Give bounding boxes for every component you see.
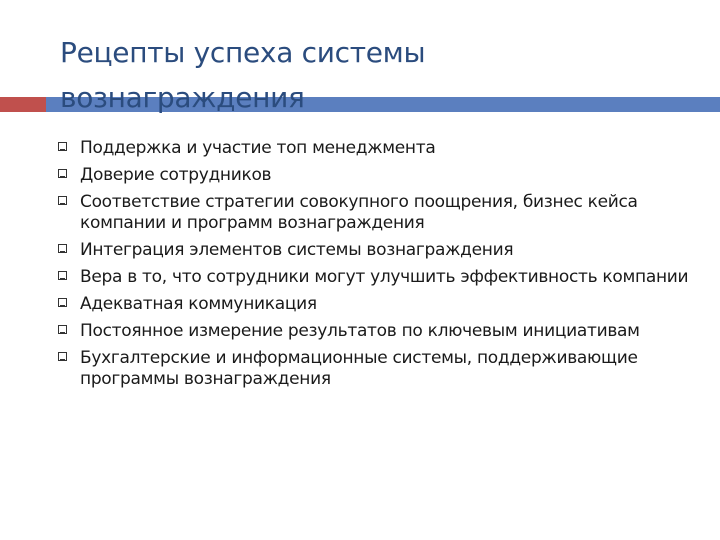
bullet-item	[58, 240, 698, 261]
slide-title: Рецепты успеха системы вознаграждения	[60, 36, 426, 114]
square-bullet-icon	[58, 325, 67, 334]
bullet-item	[58, 294, 698, 315]
bullet-item	[58, 267, 698, 288]
square-bullet-icon	[58, 298, 67, 307]
bullet-item	[58, 138, 698, 159]
bullet-text: Бухгалтерские и информационные системы, поддерживающие программы вознаграждения	[80, 348, 638, 389]
square-bullet-icon	[58, 142, 67, 151]
bullet-item	[58, 192, 698, 234]
bullet-text: Интеграция элементов системы вознаграждения	[80, 240, 514, 260]
bullet-list	[58, 138, 698, 396]
square-bullet-icon	[58, 352, 67, 361]
bullet-text: Соответствие стратегии совокупного поощрения, бизнес кейса компании и программ вознаграждения	[80, 192, 638, 233]
bullet-text: Адекватная коммуникация	[80, 294, 317, 314]
square-bullet-icon	[58, 244, 67, 253]
title-underline-accent-left	[0, 97, 46, 112]
square-bullet-icon	[58, 196, 67, 205]
bullet-text: Вера в то, что сотрудники могут улучшить эффективность компании	[80, 267, 689, 287]
bullet-text: Постоянное измерение результатов по ключевым инициативам	[80, 321, 640, 341]
square-bullet-icon	[58, 271, 67, 280]
bullet-item	[58, 321, 698, 342]
bullet-item	[58, 165, 698, 186]
bullet-text: Доверие сотрудников	[80, 165, 272, 185]
bullet-text: Поддержка и участие топ менеджмента	[80, 138, 436, 158]
bullet-item	[58, 348, 698, 390]
square-bullet-icon	[58, 169, 67, 178]
